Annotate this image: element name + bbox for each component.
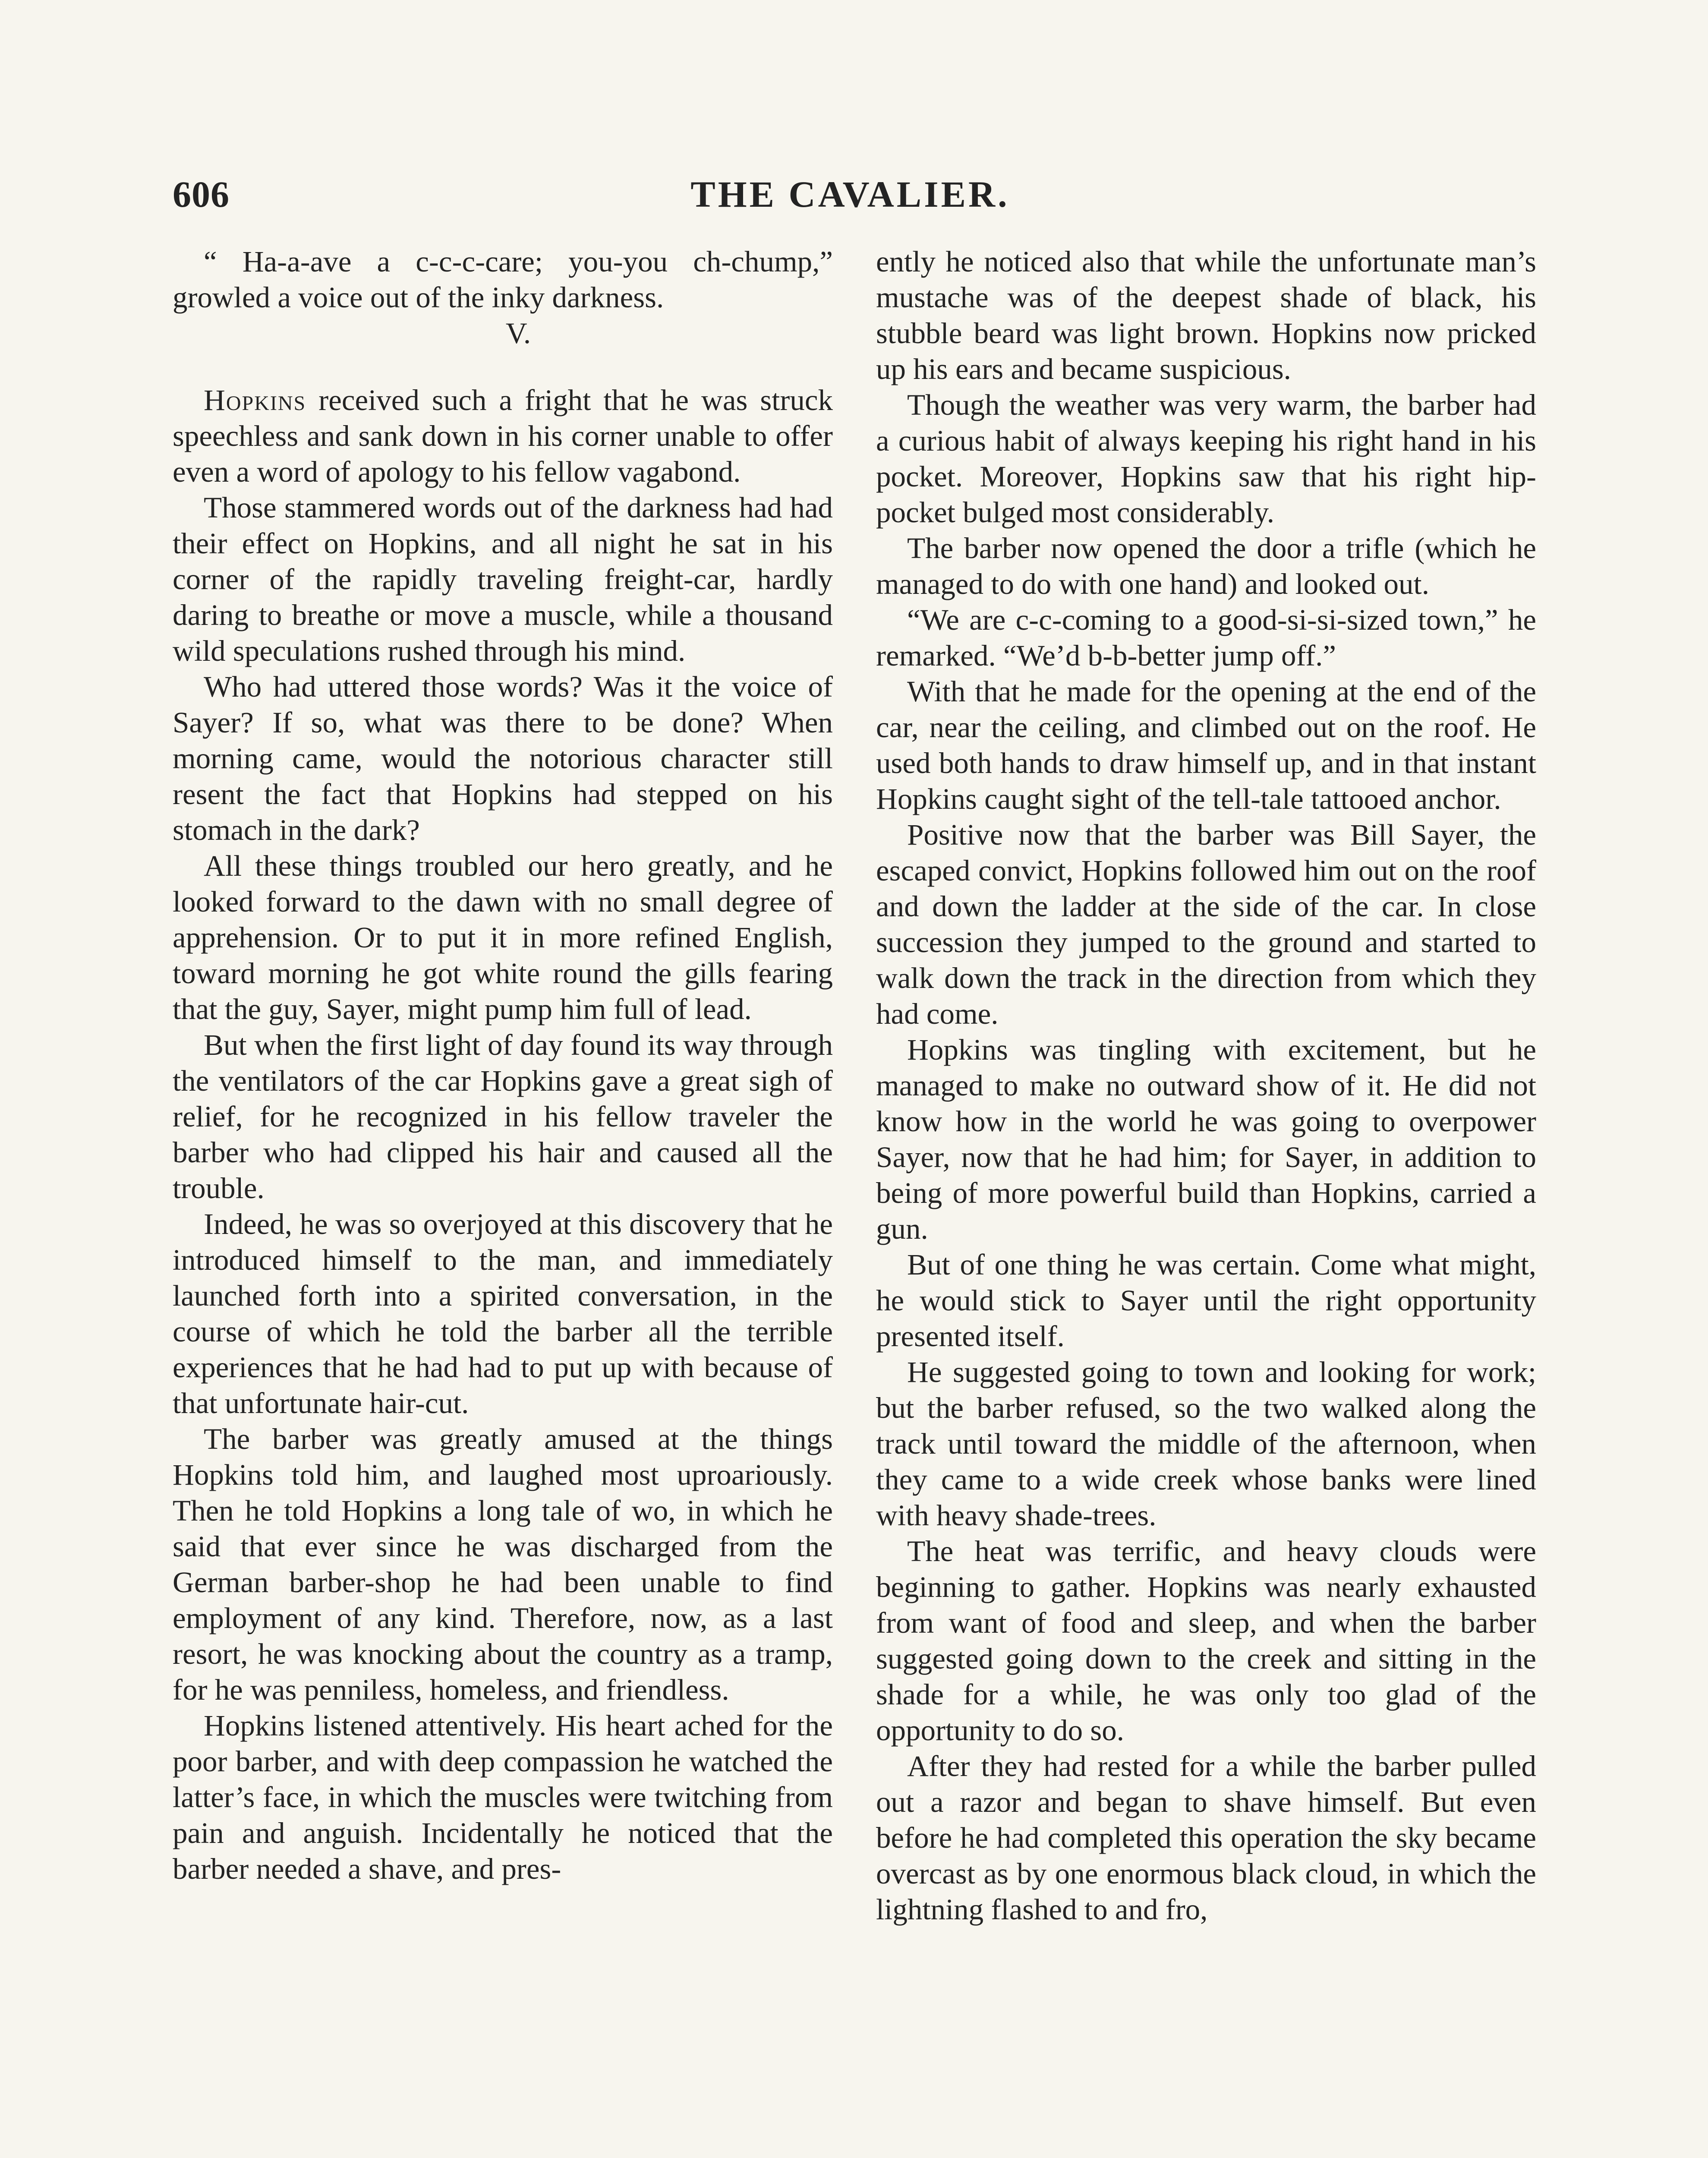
body-paragraph: Though the weather was very warm, the barber had a curious habit of always keeping his right hand in his pocket. Moreover, Hopkins saw that his right hip-pocket bulged most considerably.: [876, 388, 1536, 529]
section-heading: V.: [505, 317, 531, 350]
body-paragraph: But of one thing he was certain. Come what might, he would stick to Sayer until the right opportunity presented itself.: [876, 1248, 1536, 1353]
running-head: THE CAVALIER.: [690, 174, 1010, 215]
body-paragraph: All these things troubled our hero greatly, and he looked forward to the dawn with no small degree of apprehension. Or to put it in more refined English, toward morning he got white round the gills fearing that the guy, Sayer, might pump him full of lead.: [173, 849, 833, 1025]
body-paragraph: The heat was terrific, and heavy clouds were beginning to gather. Hopkins was nearly exhausted from want of food and sleep, and when the barber suggested going down to the creek and sitting in the shade for a while, he was only too glad of the opportunity to do so.: [876, 1535, 1536, 1747]
body-paragraph: But when the first light of day found its way through the ventilators of the car Hopkins gave a great sigh of relief, for he recognized in his fellow traveler the barber who had clipped his hair and caused all the trouble.: [173, 1029, 833, 1205]
body-paragraph: Hopkins listened attentively. His heart ached for the poor barber, and with deep compassion he watched the latter’s face, in which the muscles were twitching from pain and anguish. Incidentally he noticed that the barber needed a shave, and pres-: [173, 1709, 833, 1885]
body-paragraph: Positive now that the barber was Bill Sayer, the escaped convict, Hopkins followed him out on the roof and down the ladder at the side of the car. In close succession they jumped to the ground and started to walk down the track in the direction from which they had come.: [876, 818, 1536, 1030]
body-paragraph: He suggested going to town and looking for work; but the barber refused, so the two walked along the track until toward the middle of the afternoon, when they came to a wide creek whose banks were lined with heavy shade-trees.: [876, 1356, 1536, 1532]
body-paragraph: The barber now opened the door a trifle (which he managed to do with one hand) and looked out.: [876, 532, 1536, 600]
left-column: [173, 244, 833, 1887]
body-paragraph: The barber was greatly amused at the things Hopkins told him, and laughed most uproariously. Then he told Hopkins a long tale of wo, in which he said that ever since he was discharged from the German barber-shop he had been unable to find employment of any kind. Therefore, now, as a last resort, he was knocking about the country as a tramp, for he was penniless, homeless, and friendless.: [173, 1423, 833, 1706]
body-paragraph: Indeed, he was so overjoyed at this discovery that he introduced himself to the man, and immediately launched forth into a spirited conversation, in the course of which he told the barber all the terrible experiences that he had had to put up with because of that unfortunate hair-cut.: [173, 1208, 833, 1420]
section-lead-paragraph: [173, 382, 833, 490]
body-paragraph: With that he made for the opening at the end of the car, near the ceiling, and climbed out on the roof. He used both hands to draw himself up, and in that instant Hopkins caught sight of the tell-tale tattooed anchor.: [876, 675, 1536, 815]
section-lead-text: received such a fright that he was struck speechless and sank down in his corner unable to offer even a word of apology to his fellow vagabond.: [173, 384, 833, 488]
body-paragraph: Those stammered words out of the darkness had had their effect on Hopkins, and all night he sat in his corner of the rapidly traveling freight-car, hardly daring to breathe or move a muscle, while a thousand wild speculations rushed through his mind.: [173, 491, 833, 667]
body-paragraph: Who had uttered those words? Was it the voice of Sayer? If so, what was there to be done? When morning came, would the notorious character still resent the fact that Hopkins had stepped on his stomach in the dark?: [173, 670, 833, 846]
body-paragraph: After they had rested for a while the barber pulled out a razor and began to shave himself. But even before he had completed this operation the sky became overcast as by one enormous black cloud, in which the lightning flashed to and fro,: [876, 1750, 1536, 1926]
page-number: 606: [173, 174, 230, 215]
body-paragraph: “We are c-c-coming to a good-si-si-sized town,” he remarked. “We’d b-b-better jump off.”: [876, 603, 1536, 672]
section-lead-smallcaps: Hopkins: [204, 384, 306, 416]
right-column: [876, 244, 1536, 1928]
page-header: [173, 173, 1528, 224]
continued-paragraph: ently he noticed also that while the unfortunate man’s mustache was of the deepest shade of black, his stubble beard was light brown. Hopkins now pricked up his ears and became suspicious.: [876, 245, 1536, 385]
body-paragraph: Hopkins was tingling with excitement, but he managed to make no outward show of it. He did not know how in the world he was going to overpower Sayer, now that he had him; for Sayer, in addition to being of more powerful build than Hopkins, carried a gun.: [876, 1033, 1536, 1245]
opening-quote-paragraph: “ Ha-a-ave a c-c-c-care; you-you ch-chump,” growled a voice out of the inky darkness.: [173, 245, 833, 314]
